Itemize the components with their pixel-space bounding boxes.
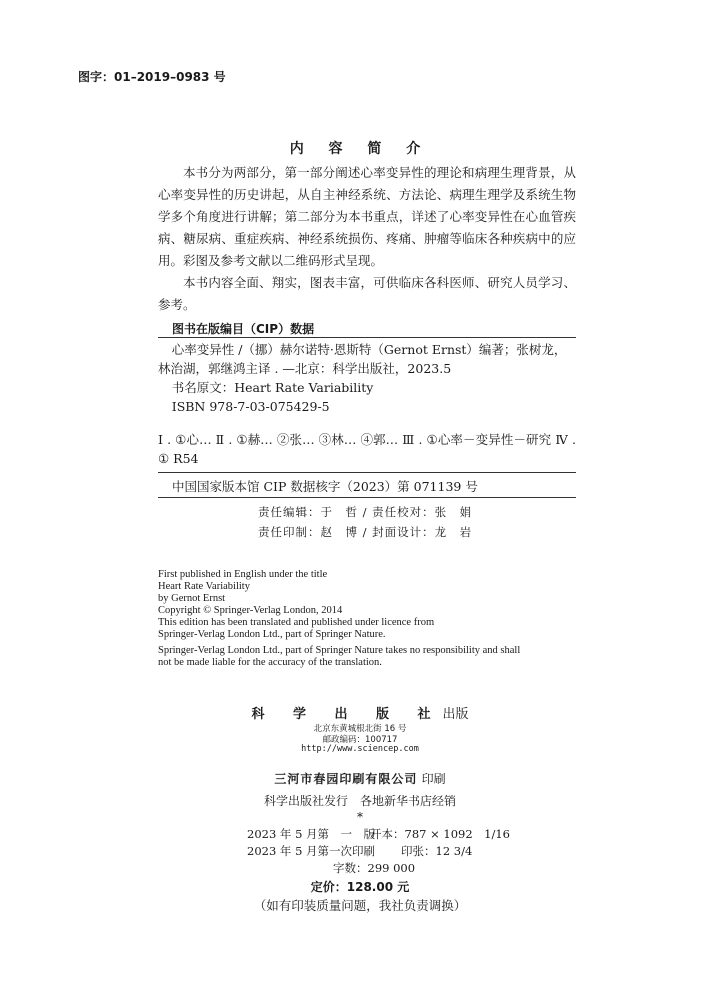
english-line: This edition has been translated and published under licence from [158, 617, 435, 628]
print-sheets: 印张：12 3/4 [401, 844, 473, 858]
publisher-postcode: 邮政编码：100717 [322, 735, 398, 745]
english-line: Heart Rate Variability [158, 581, 250, 592]
publisher-name-text: 科 学 出 版 社 [251, 707, 443, 722]
cip-classification: Ⅰ . ①心… Ⅱ . ①赫… ②张… ③林… ④郭… Ⅲ . ①心率－变异性－研究 Ⅳ . ① R54 [158, 432, 576, 466]
english-line: by Gernot Ernst [158, 593, 226, 604]
cip-rule-bottom [158, 497, 576, 498]
publisher-address: 北京东黄城根北街 16 号 [313, 724, 407, 734]
cip-rule-top [158, 337, 576, 338]
english-line: Copyright © Springer-Verlag London, 2014 [158, 605, 343, 616]
cip-line: ISBN 978-7-03-075429-5 [171, 399, 330, 414]
summary-paragraph: 本书分为两部分，第一部分阐述心率变异性的理论和病理生理背景，从心率变异性的历史讲起，从自主神经系统、方法论、病理生理学及系统生物学多个角度进行讲解；第二部分为本书重点，详述了心率变异性在心血管疾病、糖尿病、重症疾病、神经系统损伤、疼痛、肿瘤等临床各种疾病中的应用。彩图及参考文献以二维码形式呈现。 [158, 165, 576, 268]
english-line: Springer-Verlag London Ltd., part of Springer Nature. [158, 629, 386, 640]
publisher-suffix: 出版 [442, 707, 469, 722]
distribution-line: 科学出版社发行 各地新华书店经销 [263, 794, 456, 808]
cip-verification: 中国国家版本馆 CIP 数据核字（2023）第 071139 号 [172, 479, 478, 494]
cip-line: 书名原文：Heart Rate Variability [171, 380, 374, 395]
english-line: Springer-Verlag London Ltd., part of Springer Nature takes no responsibility and shall [158, 645, 521, 656]
english-copyright [158, 569, 578, 669]
english-line: First published in English under the title [158, 569, 328, 580]
print-date: 2023 年 5 月第一次印刷 [247, 844, 376, 858]
cip-record [158, 340, 576, 416]
word-count: 字数：299 000 [333, 861, 416, 875]
registration-number: 图字：01–2019–0983 号 [78, 70, 226, 84]
printer-suffix: 印刷 [421, 772, 446, 786]
edition-date: 2023 年 5 月第 一 版 [247, 827, 376, 841]
summary-title: 内 容 简 介 [289, 141, 431, 157]
staff-editors: 责任编辑：于 哲 / 责任校对：张 娟 [258, 505, 473, 519]
cip-heading: 图书在版编目（CIP）数据 [172, 322, 315, 336]
quality-notice: （如有印装质量问题，我社负责调换） [253, 898, 467, 913]
format-size: 开本：787 × 1092 1/16 [370, 827, 510, 841]
publisher-name [0, 703, 720, 722]
cip-line: 林治湖，郭继鸿主译 . —北京：科学出版社，2023.5 [158, 361, 452, 376]
cip-rule-mid [158, 472, 576, 473]
cip-line: 心率变异性 /（挪）赫尔诺特·恩斯特（Gernot Ernst）编著；张树龙， [171, 342, 567, 357]
printer-name: 三河市春园印刷有限公司 [274, 772, 418, 786]
price: 定价：128.00 元 [310, 880, 410, 894]
publisher-url: http://www.sciencep.com [301, 744, 419, 754]
separator-star: * [357, 810, 363, 824]
summary-body [158, 162, 576, 316]
summary-paragraph: 本书内容全面、翔实，图表丰富，可供临床各科医师、研究人员学习、参考。 [158, 275, 576, 312]
english-line: not be made liable for the accuracy of the translation. [158, 657, 382, 668]
print-specs [0, 824, 720, 884]
staff-production: 责任印制：赵 博 / 封面设计：龙 岩 [258, 525, 473, 539]
printer-line [0, 770, 720, 787]
